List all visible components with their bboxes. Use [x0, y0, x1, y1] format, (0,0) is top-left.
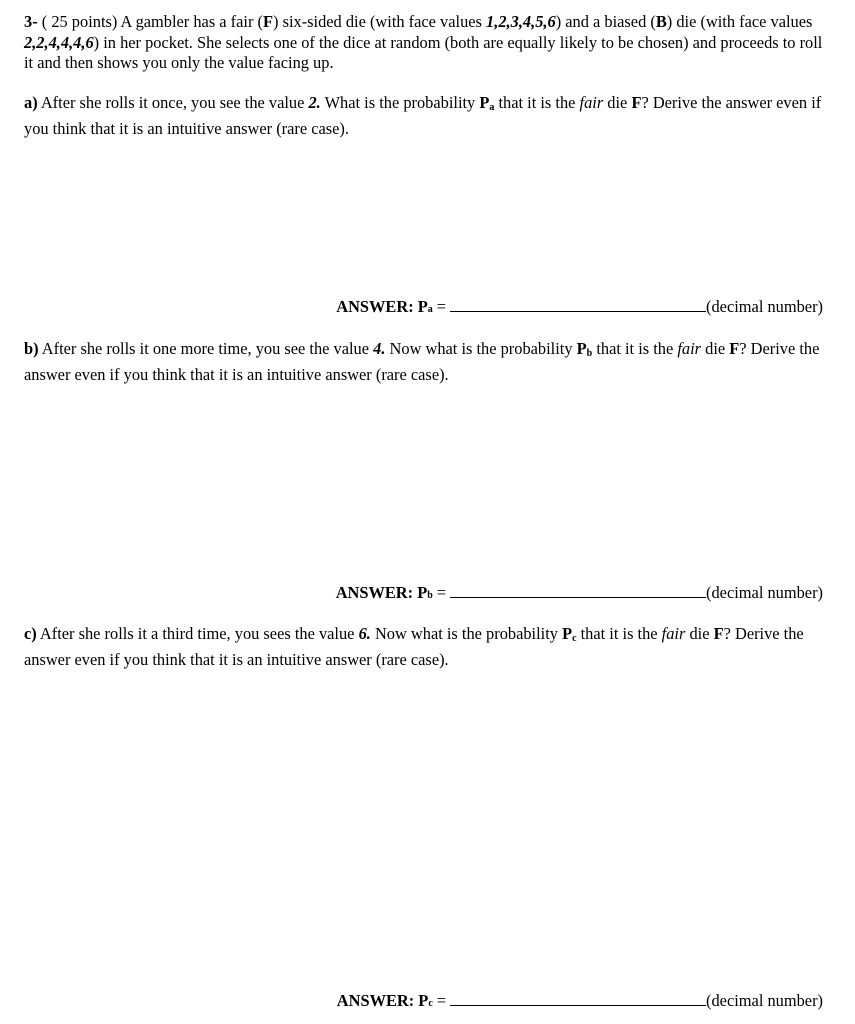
problem-statement: [24, 12, 832, 74]
problem-number: 3-: [24, 12, 38, 31]
answer-subscript: c: [428, 998, 433, 1009]
answer-unit: (decimal number): [706, 297, 823, 316]
question-text: Now what is the probability: [370, 624, 563, 643]
part-label: c): [24, 624, 37, 643]
intro-text: ) and a biased (: [555, 12, 656, 31]
fair-word: fair: [677, 339, 702, 358]
probability-subscript: b: [586, 348, 593, 359]
part-a-question: [24, 93, 832, 139]
answer-line-a: [336, 297, 823, 321]
observed-value: 4.: [373, 339, 386, 358]
answer-unit: (decimal number): [706, 991, 823, 1010]
biased-die-faces: 2,2,4,4,4,6: [24, 32, 94, 52]
answer-line-b: [336, 583, 823, 607]
answer-subscript: a: [427, 304, 433, 315]
intro-text: ) in her pocket. She selects one of the dice at random (both are equally likely to be chosen) and proceeds to roll it and then shows you only the value facing up.: [24, 32, 823, 72]
problem-points: ( 25 points): [41, 12, 118, 31]
fair-word: fair: [579, 93, 604, 112]
question-text: die: [701, 339, 730, 358]
fair-die-symbol: F: [729, 339, 740, 358]
answer-blank-b[interactable]: [450, 583, 706, 598]
probability-symbol: P: [576, 339, 587, 358]
question-text: ? Derive the answer even if you think that it is an intuitive answer (rare case).: [24, 624, 804, 669]
question-text: ? Derive the answer even if you think that it is an intuitive answer (rare case).: [24, 93, 822, 138]
intro-text: A gambler has a fair (: [117, 12, 263, 31]
question-text: that it is the: [592, 339, 678, 358]
answer-label: ANSWER: P: [335, 583, 428, 602]
part-b-question: [24, 339, 832, 385]
question-text: die: [603, 93, 632, 112]
probability-subscript: c: [572, 633, 577, 644]
answer-blank-a[interactable]: [450, 297, 706, 312]
answer-subscript: b: [427, 590, 433, 601]
question-text: die: [685, 624, 714, 643]
probability-symbol: P: [479, 93, 490, 112]
intro-text: ) die (with face values: [666, 12, 813, 31]
probability-symbol: P: [562, 624, 573, 643]
question-text: that it is the: [494, 93, 580, 112]
answer-blank-c[interactable]: [450, 991, 706, 1006]
fair-die-symbol: F: [631, 93, 642, 112]
question-text: Now what is the probability: [385, 339, 577, 358]
question-text: What is the probability: [320, 93, 480, 112]
observed-value: 6.: [358, 624, 371, 643]
equals-sign: =: [436, 991, 447, 1010]
answer-unit: (decimal number): [706, 583, 823, 602]
equals-sign: =: [436, 583, 447, 602]
equals-sign: =: [436, 297, 447, 316]
part-label: a): [24, 93, 38, 112]
question-text: After she rolls it one more time, you see the value: [38, 339, 374, 358]
fair-word: fair: [661, 624, 686, 643]
fair-die-faces: 1,2,3,4,5,6: [486, 12, 556, 31]
question-text: ? Derive the answer even if you think that it is an intuitive answer (rare case).: [24, 339, 820, 384]
probability-subscript: a: [489, 102, 495, 113]
intro-text: ) six-sided die (with face values: [273, 12, 487, 31]
part-c-question: [24, 624, 832, 670]
answer-line-c: [337, 991, 823, 1015]
biased-die-symbol: B: [655, 12, 667, 31]
fair-die-symbol: F: [713, 624, 724, 643]
part-label: b): [24, 339, 39, 358]
question-text: After she rolls it once, you see the value: [37, 93, 309, 112]
answer-label: ANSWER: P: [336, 297, 428, 316]
answer-label: ANSWER: P: [336, 991, 429, 1010]
question-text: After she rolls it a third time, you sees the value: [36, 624, 359, 643]
fair-die-symbol: F: [263, 12, 274, 31]
question-text: that it is the: [576, 624, 662, 643]
observed-value: 2.: [308, 93, 321, 112]
